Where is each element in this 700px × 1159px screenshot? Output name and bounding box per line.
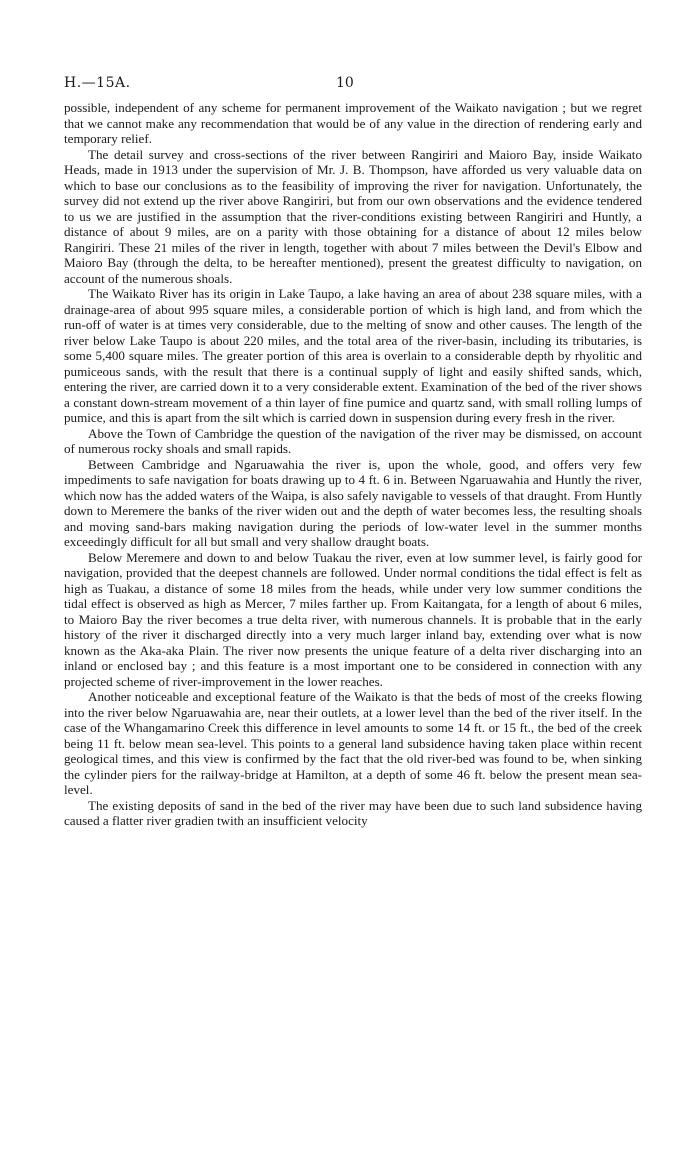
paragraph: possible, independent of any scheme for permanent improvement of the Waikato navigation ; but we regret that we cannot make any recommendation that would be of any value in the direction of rendering early and temporary relief.: [64, 100, 642, 146]
paragraph: The detail survey and cross-sections of the river between Rangiriri and Maioro Bay, inside Waikato Heads, made in 1913 under the supervision of Mr. J. B. Thompson, have afforded us very valuable data on which to base our conclusions as to the feasibility of improving the river for navigation. Unfortunately, the survey did not extend up the river above Rangiriri, but from our own observations and the evidence tendered to us we are justified in the assumption that the river-conditions existing between Rangiriri and Huntly, a distance of about 9 miles, are on a parity with those obtaining for a distance of about 12 miles below Rangiriri. These 21 miles of the river in length, together with about 7 miles between the Devil's Elbow and Maioro Bay (through the delta, to be hereafter mentioned), present the greatest difficulty to navigation, on account of the numerous shoals.: [64, 146, 642, 286]
paragraph: The existing deposits of sand in the bed of the river may have been due to such land subsidence having caused a flatter river gradien twith an insufficient velocity: [64, 797, 642, 828]
paragraph: Below Meremere and down to and below Tuakau the river, even at low summer level, is fairly good for navigation, provided that the deepest channels are followed. Under normal conditions the tidal effect is felt as high as Tuakau, a distance of some 18 miles from the heads, while under very low summer conditions the tidal effect is observed as high as Mercer, 7 miles farther up. From Kaitangata, for a length of about 6 miles, to Maioro Bay the river becomes a true delta river, with numerous channels. It is probable that in the early history of the river it discharged directly into a very much larger inland bay, extending over what is now known as the Aka-aka Plain. The river now presents the unique feature of a delta river discharging into an inland or enclosed bay ; and this feature is a most important one to be considered in connection with any projected scheme of river-improvement in the lower reaches.: [64, 549, 642, 689]
report-reference: H.—15A.: [64, 75, 131, 91]
paragraph: Between Cambridge and Ngaruawahia the river is, upon the whole, good, and offers very few impediments to safe navigation for boats drawing up to 4 ft. 6 in. Between Ngaruawahia and Huntly the river, which now has the added waters of the Waipa, is also safely navigable to vessels of that draught. From Huntly down to Meremere the banks of the river widen out and the depth of water becomes less, the resulting shoals and moving sand-bars making navigation during the periods of low-water level in the summer months exceedingly difficult for all but small and very shallow draught boats.: [64, 456, 642, 549]
body-text: [64, 100, 642, 829]
paragraph: Above the Town of Cambridge the question of the navigation of the river may be dismissed, on account of numerous rocky shoals and small rapids.: [64, 425, 642, 456]
paragraph: The Waikato River has its origin in Lake Taupo, a lake having an area of about 238 square miles, with a drainage-area of about 995 square miles, a considerable portion of which is high land, and from which the run-off of water is at times very considerable, due to the melting of snow and other causes. The length of the river below Lake Taupo is about 220 miles, and the total area of the river-basin, including its tributaries, is some 5,400 square miles. The greater portion of this area is overlain to a considerable depth by rhyolitic and pumiceous sands, with the result that there is a continual supply of light and easily shifted sands, which, entering the river, are carried down it to a very considerable extent. Examination of the bed of the river shows a constant down-stream movement of a thin layer of fine pumice and quartz sand, with small rolling lumps of pumice, and this is apart from the silt which is carried down in suspension during every fresh in the river.: [64, 286, 642, 425]
page-number: 10: [336, 75, 354, 91]
paragraph: Another noticeable and exceptional feature of the Waikato is that the beds of most of the creeks flowing into the river below Ngaruawahia are, near their outlets, at a lower level than the bed of the river itself. In the case of the Whangamarino Creek this difference in level amounts to some 14 ft. or 15 ft., the bed of the creek being 11 ft. below mean sea-level. This points to a general land subsidence having taken place within recent geological times, and this view is confirmed by the fact that the old river-bed was found to be, when sinking the cylinder piers for the railway-bridge at Hamilton, at a depth of some 46 ft. below the present mean sea-level.: [64, 689, 642, 797]
